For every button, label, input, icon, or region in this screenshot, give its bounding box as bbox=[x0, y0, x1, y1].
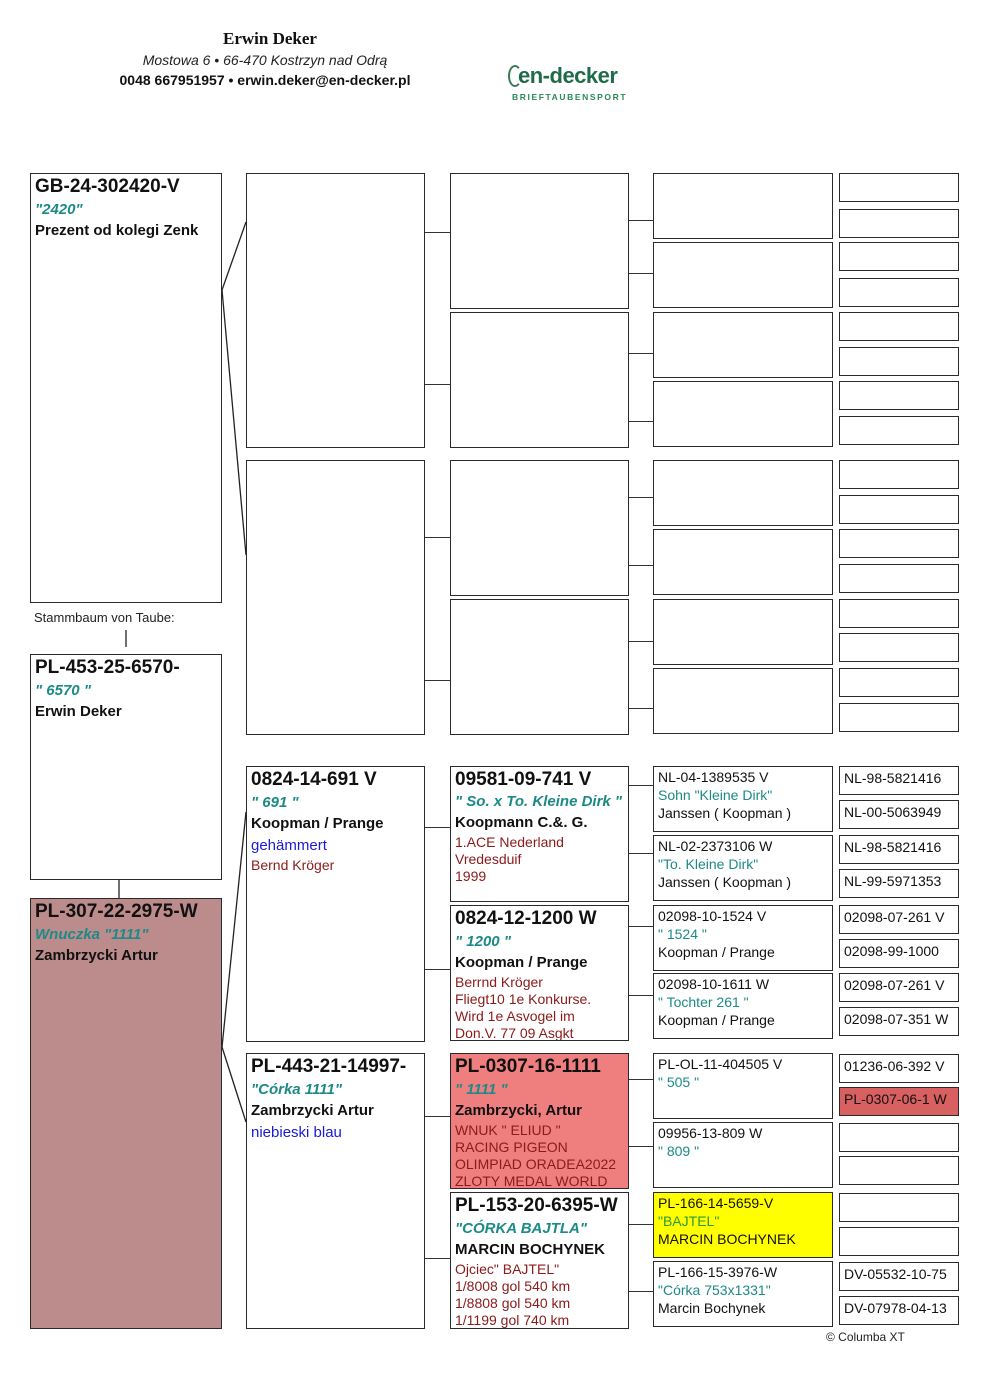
gen5-card[interactable] bbox=[839, 869, 959, 898]
great-grandparent-card[interactable] bbox=[653, 835, 833, 901]
gen5-card[interactable] bbox=[839, 766, 959, 795]
ring-number: NL-02-2373106 W bbox=[658, 838, 773, 854]
ring-number: PL-153-20-6395-W bbox=[455, 1195, 618, 1216]
note-line: OLIMPIAD ORADEA2022 bbox=[455, 1156, 617, 1172]
note-line: 1.ACE Nederland bbox=[455, 834, 564, 850]
pigeon-name: " Tochter 261 " bbox=[658, 994, 749, 1010]
connector-line bbox=[629, 926, 653, 927]
great-grandparent-card[interactable] bbox=[653, 905, 833, 971]
gen5-card[interactable] bbox=[839, 800, 959, 829]
owner-name: Koopman / Prange bbox=[658, 1012, 775, 1028]
pedigree-label: Stammbaum von Taube: bbox=[34, 610, 175, 625]
ring-number: PL-0307-16-1111 bbox=[455, 1056, 601, 1077]
ring-number: PL-166-15-3976-W bbox=[658, 1264, 778, 1280]
ring-number: PL-307-22-2975-W bbox=[35, 901, 198, 922]
great-grandparent-card[interactable] bbox=[653, 1261, 833, 1327]
gen5-card[interactable] bbox=[839, 1262, 959, 1291]
note-line: Fliegt10 1e Konkurse. bbox=[455, 991, 592, 1007]
ring-number: NL-98-5821416 bbox=[844, 770, 942, 786]
owner-name: Koopman / Prange bbox=[658, 944, 775, 960]
connector-line bbox=[629, 995, 653, 996]
connector-line bbox=[222, 1047, 246, 1122]
pigeon-name: "Córka 753x1331" bbox=[658, 1282, 771, 1298]
pigeon-notes bbox=[251, 857, 424, 874]
breeder-name: Erwin Deker bbox=[223, 29, 317, 48]
owner-name: Janssen ( Koopman ) bbox=[658, 874, 792, 890]
ring-number: DV-05532-10-75 bbox=[844, 1266, 947, 1282]
grandparent-card[interactable] bbox=[450, 905, 629, 1041]
color-note: gehämmert bbox=[251, 837, 327, 854]
breeder-address: Mostowa 6 • 66-470 Kostrzyn nad Odrą bbox=[142, 52, 388, 68]
note-line: ZLOTY MEDAL WORLD bbox=[455, 1173, 608, 1189]
great-grandparent-card[interactable] bbox=[653, 1122, 833, 1188]
gen5-card[interactable] bbox=[839, 1296, 959, 1325]
note-line: Wird 1e Asvogel im bbox=[455, 1008, 575, 1024]
pigeon-name: "Córka 1111" bbox=[251, 1081, 342, 1098]
note-line: 1999 bbox=[455, 868, 487, 884]
note-line: Don.V. 77 09 Asgkt bbox=[455, 1025, 574, 1041]
owner-name: MARCIN BOCHYNEK bbox=[658, 1231, 796, 1247]
connector-line bbox=[425, 1116, 450, 1117]
ring-number: GB-24-302420-V bbox=[35, 176, 180, 197]
owner-name: Marcin Bochynek bbox=[658, 1300, 766, 1316]
pigeon-name: "To. Kleine Dirk" bbox=[658, 856, 759, 872]
great-grandparent-card[interactable] bbox=[653, 766, 833, 832]
ring-number: 09956-13-809 W bbox=[658, 1125, 763, 1141]
owner-name: Zambrzycki Artur bbox=[35, 947, 158, 964]
pigeon-name: " 1524 " bbox=[658, 926, 707, 942]
ring-number: 02098-07-351 W bbox=[844, 1011, 949, 1027]
note-line: 1/8808 gol 540 km bbox=[455, 1295, 571, 1311]
gen5-card[interactable] bbox=[839, 973, 959, 1002]
connector-line bbox=[425, 827, 450, 828]
gen5-card[interactable] bbox=[839, 1007, 959, 1036]
great-grandparent-card-highlighted[interactable] bbox=[653, 1192, 833, 1258]
breeder-contact: 0048 667951957 • erwin.deker@en-decker.pl bbox=[119, 72, 411, 88]
connector-line bbox=[629, 785, 653, 786]
pigeon-notes bbox=[455, 834, 628, 885]
owner-name: Erwin Deker bbox=[35, 703, 122, 720]
ring-number: 02098-10-1611 W bbox=[658, 976, 770, 992]
owner-name: MARCIN BOCHYNEK bbox=[455, 1241, 605, 1258]
note-line: RACING PIGEON bbox=[455, 1139, 568, 1155]
note-line: Ojciec" BAJTEL" bbox=[455, 1261, 560, 1277]
note-line: WNUK " ELIUD " bbox=[455, 1122, 561, 1138]
gen5-card[interactable] bbox=[839, 835, 959, 864]
gen5-card[interactable] bbox=[839, 939, 959, 968]
ring-number: PL-0307-06-1 W bbox=[844, 1091, 947, 1107]
connector-line bbox=[425, 969, 450, 970]
gen5-card[interactable] bbox=[839, 1123, 959, 1152]
ring-number: NL-99-5971353 bbox=[844, 873, 942, 889]
connector-line bbox=[222, 290, 246, 555]
ring-number: PL-443-21-14997- bbox=[251, 1056, 407, 1077]
note-line: Bernd Kröger bbox=[251, 857, 335, 873]
ring-number: PL-166-14-5659-V bbox=[658, 1195, 774, 1211]
pigeon-name: " So. x To. Kleine Dirk " bbox=[455, 793, 623, 810]
connector-line bbox=[425, 1258, 450, 1259]
pigeon-name: " 691 " bbox=[251, 794, 299, 811]
ring-number: PL-453-25-6570- bbox=[35, 657, 180, 678]
grandparent-card[interactable] bbox=[450, 766, 629, 902]
ring-number: 02098-07-261 V bbox=[844, 977, 945, 993]
ring-number: NL-98-5821416 bbox=[844, 839, 942, 855]
note-line: 1/1199 gol 740 km bbox=[455, 1312, 570, 1328]
ring-number: DV-07978-04-13 bbox=[844, 1300, 947, 1316]
pigeon-name: "2420" bbox=[35, 201, 83, 218]
ring-number: 09581-09-741 V bbox=[455, 769, 592, 790]
gen5-card-highlighted[interactable] bbox=[839, 1087, 959, 1116]
ring-number: 0824-12-1200 W bbox=[455, 908, 597, 929]
owner-name: Zambrzycki, Artur bbox=[455, 1102, 582, 1119]
connector-line bbox=[629, 1079, 653, 1080]
ring-number: NL-00-5063949 bbox=[844, 804, 942, 820]
breeder-pigeon-card[interactable] bbox=[30, 654, 222, 880]
pigeon-name: "CÓRKA BAJTLA" bbox=[455, 1220, 587, 1237]
connector-line bbox=[222, 222, 246, 290]
owner-name: Koopman / Prange bbox=[251, 815, 384, 832]
ring-number: 02098-10-1524 V bbox=[658, 908, 767, 924]
connector-line bbox=[629, 1224, 653, 1225]
pigeon-name: " 1200 " bbox=[455, 933, 511, 950]
ring-number: 0824-14-691 V bbox=[251, 769, 377, 790]
owner-name: Janssen ( Koopman ) bbox=[658, 805, 792, 821]
pigeon-notes bbox=[455, 974, 628, 1041]
ring-number: 02098-07-261 V bbox=[844, 909, 945, 925]
note-line: 1/8008 gol 540 km bbox=[455, 1278, 571, 1294]
great-grandparent-card[interactable] bbox=[653, 1053, 833, 1119]
grandparent-card-highlighted[interactable] bbox=[450, 1053, 629, 1189]
pigeon-name: " 505 " bbox=[658, 1074, 700, 1090]
owner-name: Zambrzycki Artur bbox=[251, 1102, 374, 1119]
color-note: niebieski blau bbox=[251, 1124, 342, 1141]
pigeon-notes bbox=[455, 1122, 628, 1189]
logo-subtext: BRIEFTAUBENSPORT bbox=[512, 92, 628, 102]
ring-number: NL-04-1389535 V bbox=[658, 769, 769, 785]
pigeon-name: " 809 " bbox=[658, 1143, 700, 1159]
pigeon-name: "BAJTEL" bbox=[658, 1213, 720, 1229]
pigeon-name: " 1111 " bbox=[455, 1081, 508, 1098]
ring-number: 02098-99-1000 bbox=[844, 943, 939, 959]
pigeon-notes bbox=[455, 1261, 628, 1329]
pigeon-name: Wnuczka "1111" bbox=[35, 926, 149, 943]
pigeon-name: " 6570 " bbox=[35, 682, 91, 699]
gen5-card[interactable] bbox=[839, 1193, 959, 1222]
owner-name: Koopman / Prange bbox=[455, 954, 588, 971]
connector-line bbox=[629, 1146, 653, 1147]
connector-line bbox=[629, 853, 653, 854]
gen5-card[interactable] bbox=[839, 1054, 959, 1083]
note-line: Berrnd Kröger bbox=[455, 974, 543, 990]
pigeon-name: Sohn "Kleine Dirk" bbox=[658, 787, 773, 803]
gen5-card[interactable] bbox=[839, 905, 959, 934]
note-line: Vredesduif bbox=[455, 851, 522, 867]
subject-pigeon-card[interactable] bbox=[30, 898, 222, 1329]
great-grandparent-card[interactable] bbox=[653, 973, 833, 1039]
owner-name: Prezent od kolegi Zenk bbox=[35, 222, 199, 239]
ring-number: 01236-06-392 V bbox=[844, 1058, 945, 1074]
owner-name: Koopmann C.&. G. bbox=[455, 814, 588, 831]
connector-line bbox=[222, 812, 246, 1047]
sire-card[interactable] bbox=[246, 766, 425, 1042]
logo-text: en-decker bbox=[518, 63, 618, 88]
connector-line bbox=[629, 1291, 653, 1292]
grandparent-card[interactable] bbox=[450, 1192, 629, 1329]
gen5-card[interactable] bbox=[839, 1227, 959, 1256]
ring-number: PL-OL-11-404505 V bbox=[658, 1056, 783, 1072]
gen5-card[interactable] bbox=[839, 1156, 959, 1185]
copyright-footer: © Columba XT bbox=[826, 1330, 905, 1344]
dam-card[interactable] bbox=[246, 1053, 425, 1329]
